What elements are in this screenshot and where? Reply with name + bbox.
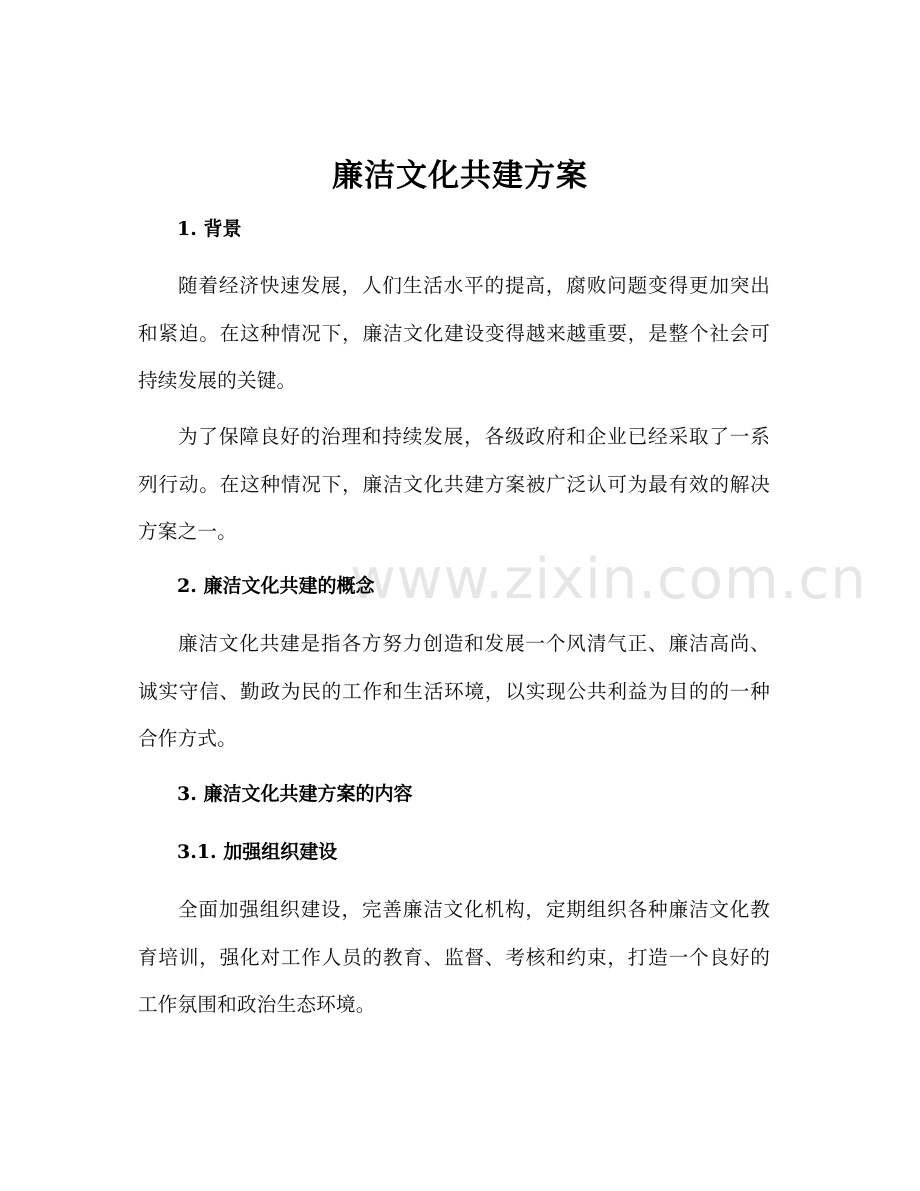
watermark: www.zixin.com.cn [350, 547, 867, 612]
paragraph-background-1: 随着经济快速发展，人们生活水平的提高，腐败问题变得更加突出和紧迫。在这种情况下，廉洁文化建设变得越来越重要，是整个社会可持续发展的关键。 [138, 274, 770, 392]
section-heading-content: 3. 廉洁文化共建方案的内容 [177, 783, 413, 805]
document-title: 廉洁文化共建方案 [332, 158, 588, 194]
section-heading-concept: 2. 廉洁文化共建的概念 [177, 575, 375, 597]
paragraph-concept: 廉洁文化共建是指各方努力创造和发展一个风清气正、廉洁高尚、诚实守信、勤政为民的工作和生活环境，以实现公共利益为目的的一种合作方式。 [138, 632, 770, 750]
paragraph-organization: 全面加强组织建设，完善廉洁文化机构，定期组织各种廉洁文化教育培训，强化对工作人员的教育、监督、考核和约束，打造一个良好的工作氛围和政治生态环境。 [138, 898, 770, 1016]
subsection-heading-organization: 3.1. 加强组织建设 [177, 841, 338, 863]
section-heading-background: 1. 背景 [177, 218, 242, 240]
paragraph-background-2: 为了保障良好的治理和持续发展，各级政府和企业已经采取了一系列行动。在这种情况下，廉洁文化共建方案被广泛认可为最有效的解决方案之一。 [138, 425, 770, 543]
